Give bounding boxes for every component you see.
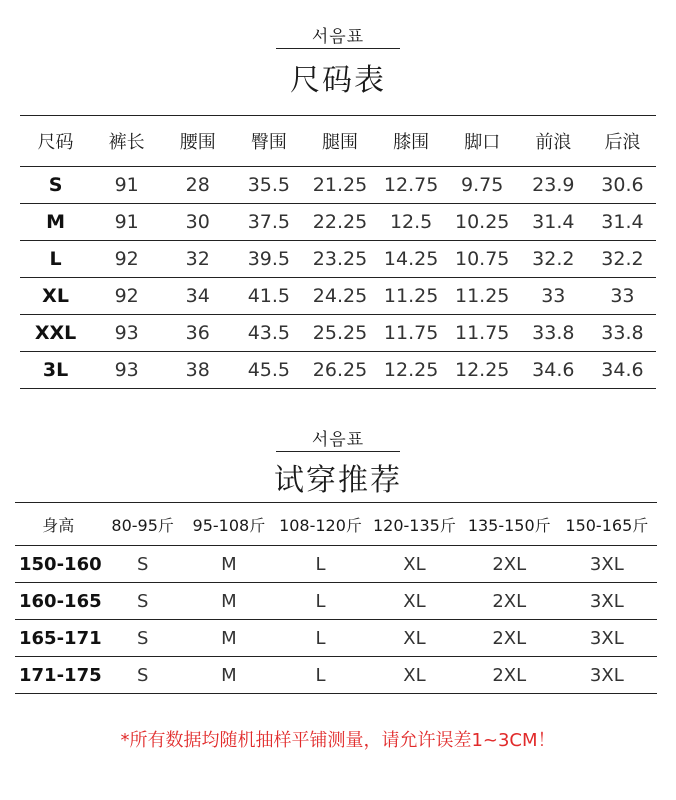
table-cell: S: [102, 546, 184, 583]
table-cell: 31.4: [589, 204, 656, 241]
heading-divider: [276, 451, 400, 452]
table-cell: 11.75: [376, 315, 447, 352]
column-header: 尺码: [20, 116, 91, 167]
table-cell: S: [102, 657, 184, 694]
table-cell: L: [274, 620, 367, 657]
table-cell: 43.5: [233, 315, 304, 352]
table-cell: 30.6: [589, 167, 656, 204]
table-cell: 91: [91, 167, 162, 204]
table-cell: 9.75: [447, 167, 518, 204]
table-cell: 34.6: [518, 352, 589, 389]
table-cell: 12.75: [376, 167, 447, 204]
table-cell: 2XL: [462, 620, 557, 657]
table-row: [20, 204, 656, 241]
table-cell: 12.25: [376, 352, 447, 389]
size-cell: L: [20, 241, 91, 278]
table-cell: 3XL: [557, 583, 657, 620]
table-cell: 92: [91, 241, 162, 278]
table-cell: 30: [162, 204, 233, 241]
table-cell: 39.5: [233, 241, 304, 278]
table-cell: 12.5: [376, 204, 447, 241]
fit-recommendation-table: [15, 502, 657, 694]
table-cell: 45.5: [233, 352, 304, 389]
size-cell: M: [20, 204, 91, 241]
table-cell: 34: [162, 278, 233, 315]
table-cell: M: [184, 620, 274, 657]
table-cell: 10.25: [447, 204, 518, 241]
size-chart-title: 尺码表: [290, 63, 386, 98]
table-cell: 2XL: [462, 546, 557, 583]
height-cell: 171-175: [15, 657, 102, 694]
table-cell: 2XL: [462, 583, 557, 620]
table-cell: 3XL: [557, 620, 657, 657]
column-header: 前浪: [518, 116, 589, 167]
table-cell: 33: [589, 278, 656, 315]
heading-divider: [276, 48, 400, 49]
column-header: 95-108斤: [184, 503, 274, 546]
table-cell: 41.5: [233, 278, 304, 315]
column-header: 108-120斤: [274, 503, 367, 546]
table-cell: 22.25: [304, 204, 375, 241]
table-cell: 36: [162, 315, 233, 352]
table-cell: 92: [91, 278, 162, 315]
column-header: 120-135斤: [367, 503, 462, 546]
table-cell: 31.4: [518, 204, 589, 241]
column-header: 150-165斤: [557, 503, 657, 546]
table-row: [15, 583, 657, 620]
column-header: 裤长: [91, 116, 162, 167]
table-cell: L: [274, 657, 367, 694]
recommendation-korean-label: 서음표: [311, 430, 365, 450]
column-header: 臀围: [233, 116, 304, 167]
size-chart-header-row: [20, 116, 656, 167]
table-cell: 23.25: [304, 241, 375, 278]
recommendation-header-row: [15, 503, 657, 546]
size-chart-korean-label: 서음표: [311, 27, 365, 47]
table-cell: 93: [91, 315, 162, 352]
table-row: [15, 546, 657, 583]
table-cell: 21.25: [304, 167, 375, 204]
table-cell: 32.2: [518, 241, 589, 278]
recommendation-title: 试穿推荐: [274, 463, 402, 498]
table-cell: XL: [367, 657, 462, 694]
table-cell: 11.25: [376, 278, 447, 315]
size-cell: XXL: [20, 315, 91, 352]
table-cell: 2XL: [462, 657, 557, 694]
height-cell: 165-171: [15, 620, 102, 657]
table-cell: S: [102, 620, 184, 657]
column-header: 80-95斤: [102, 503, 184, 546]
column-header: 脚口: [447, 116, 518, 167]
table-cell: 35.5: [233, 167, 304, 204]
table-cell: 93: [91, 352, 162, 389]
table-cell: 37.5: [233, 204, 304, 241]
column-header: 膝围: [376, 116, 447, 167]
table-cell: 38: [162, 352, 233, 389]
height-cell: 160-165: [15, 583, 102, 620]
height-cell: 150-160: [15, 546, 102, 583]
size-chart-table: [20, 115, 656, 389]
table-cell: 25.25: [304, 315, 375, 352]
column-header: 后浪: [589, 116, 656, 167]
column-header: 腿围: [304, 116, 375, 167]
table-row: [20, 167, 656, 204]
table-cell: XL: [367, 583, 462, 620]
table-row: [20, 315, 656, 352]
table-row: [20, 278, 656, 315]
table-cell: 26.25: [304, 352, 375, 389]
size-cell: 3L: [20, 352, 91, 389]
table-cell: L: [274, 583, 367, 620]
column-header: 身高: [15, 503, 102, 546]
table-cell: 12.25: [447, 352, 518, 389]
table-cell: XL: [367, 546, 462, 583]
table-cell: M: [184, 546, 274, 583]
table-cell: 32: [162, 241, 233, 278]
column-header: 135-150斤: [462, 503, 557, 546]
table-cell: M: [184, 583, 274, 620]
table-cell: 11.25: [447, 278, 518, 315]
table-cell: 24.25: [304, 278, 375, 315]
table-cell: 10.75: [447, 241, 518, 278]
table-cell: 28: [162, 167, 233, 204]
table-cell: 33.8: [518, 315, 589, 352]
table-row: [15, 620, 657, 657]
column-header: 腰围: [162, 116, 233, 167]
table-row: [20, 241, 656, 278]
table-cell: L: [274, 546, 367, 583]
size-cell: XL: [20, 278, 91, 315]
table-cell: 23.9: [518, 167, 589, 204]
table-cell: 11.75: [447, 315, 518, 352]
table-cell: 91: [91, 204, 162, 241]
measurement-note: *所有数据均随机抽样平铺测量，请允许误差1~3CM！: [120, 730, 556, 751]
table-cell: S: [102, 583, 184, 620]
table-cell: 34.6: [589, 352, 656, 389]
table-row: [15, 657, 657, 694]
table-cell: XL: [367, 620, 462, 657]
table-cell: 14.25: [376, 241, 447, 278]
table-cell: 3XL: [557, 657, 657, 694]
table-row: [20, 352, 656, 389]
table-cell: 33.8: [589, 315, 656, 352]
size-cell: S: [20, 167, 91, 204]
table-cell: M: [184, 657, 274, 694]
table-cell: 32.2: [589, 241, 656, 278]
table-cell: 3XL: [557, 546, 657, 583]
table-cell: 33: [518, 278, 589, 315]
